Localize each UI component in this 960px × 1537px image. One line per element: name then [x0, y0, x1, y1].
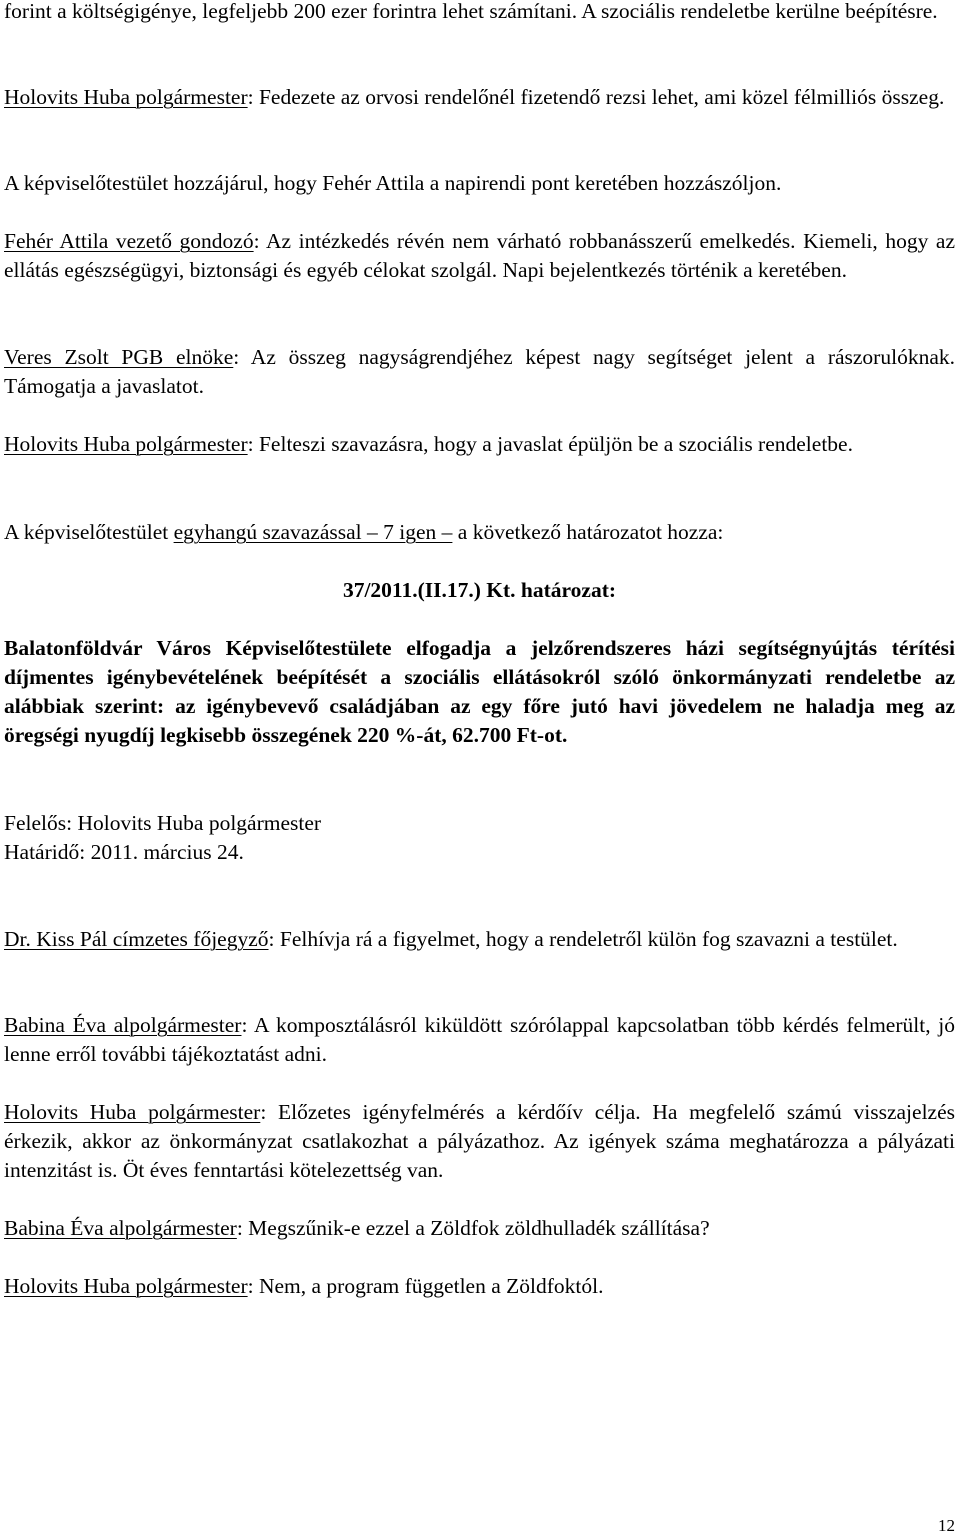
paragraph-vote-result — [4, 518, 955, 547]
resolution-number — [4, 576, 955, 605]
paragraph-babina-eva-compost — [4, 1011, 955, 1069]
paragraph-veres-zsolt — [4, 343, 955, 401]
speaker-name: Holovits Huba polgármester — [4, 1274, 248, 1298]
paragraph-text: : Felteszi szavazásra, hogy a javaslat épüljön be a szociális rendeletbe. — [247, 432, 853, 456]
paragraph-mayor-vote — [4, 430, 955, 459]
page-number: 12 — [938, 1516, 955, 1535]
speaker-name: Fehér Attila vezető gondozó — [4, 229, 254, 253]
speaker-name: Holovits Huba polgármester — [4, 85, 248, 109]
paragraph-text: : Felhívja rá a figyelmet, hogy a rendeletről külön fog szavazni a testület. — [268, 927, 898, 951]
paragraph-text: : Fedezete az orvosi rendelőnél fizetendő rezsi lehet, ami közel félmilliós összeg. — [247, 85, 945, 109]
paragraph-text: : Előzetes igényfelmérés a kérdőív célja. Ha megfelelő számú visszajelzés érkezik, akkor az önkormányzat csatlakozhat a pályázathoz. Az igények száma meghatározza a pályázati intenzitást is. Öt éves fenntartási kötelezettség van. — [4, 1100, 955, 1182]
paragraph-mayor-funding — [4, 83, 955, 112]
speaker-name: Dr. Kiss Pál címzetes főjegyző — [4, 927, 269, 951]
resolution-body: Balatonföldvár Város Képviselőtestülete elfogadja a jelzőrendszeres házi segítségnyújtás térítési díjmentes igénybevételének beépítését a szociális ellátásokról szóló önkormányzati rendeletbe az alábbiak szerint: az igénybevevő családjában az egy főre jutó havi jövedelem ne haladja meg az öregségi nyugdíj legkisebb összegének 220 %-át, 62.700 Ft-ot. — [4, 636, 955, 747]
speaker-name: Holovits Huba polgármester — [4, 1100, 261, 1124]
paragraph-text: : Megszűnik-e ezzel a Zöldfok zöldhulladék szállítása? — [236, 1216, 710, 1240]
vote-prefix: A képviselőtestület — [4, 520, 174, 544]
speaker-name: Babina Éva alpolgármester — [4, 1013, 242, 1037]
vote-count: egyhangú szavazással – 7 igen – — [173, 520, 453, 544]
resolution-text — [4, 634, 955, 750]
paragraph-text: A képviselőtestület hozzájárul, hogy Fehér Attila a napirendi pont keretében hozzászóljon. — [4, 171, 782, 195]
vote-suffix: a következő határozatot hozza: — [452, 520, 724, 544]
paragraph-kiss-pal — [4, 925, 955, 954]
paragraph-mayor-survey — [4, 1098, 955, 1185]
paragraph-text: : Az intézkedés révén nem várható robbanásszerű emelkedés. Kiemeli, hogy az ellátás egészségügyi, biztonsági és egyéb célokat szolgál. Napi bejelentkezés történik a keretében. — [4, 229, 955, 282]
paragraph-babina-eva-question — [4, 1214, 955, 1243]
responsible-block — [4, 809, 955, 867]
paragraph-council-consent — [4, 169, 955, 198]
resolution-number-text: 37/2011.(II.17.) Kt. határozat: — [342, 578, 617, 602]
paragraph-text: : A komposztálásról kiküldött szórólappal kapcsolatban több kérdés felmerült, jó lenne erről további tájékoztatást adni. — [4, 1013, 955, 1066]
deadline-line: Határidő: 2011. március 24. — [4, 840, 244, 864]
paragraph-continuation — [4, 0, 955, 26]
responsible-line: Felelős: Holovits Huba polgármester — [4, 811, 322, 835]
paragraph-text: : Nem, a program független a Zöldfoktól. — [247, 1274, 604, 1298]
paragraph-mayor-answer — [4, 1272, 955, 1301]
speaker-name: Veres Zsolt PGB elnöke — [4, 345, 234, 369]
paragraph-text: forint a költségigénye, legfeljebb 200 ezer forintra lehet számítani. A szociális rendeletbe kerülne beépítésre. — [4, 0, 938, 23]
paragraph-text: : Az összeg nagyságrendjéhez képest nagy segítséget jelent a rászorulóknak. Támogatja a javaslatot. — [4, 345, 955, 398]
speaker-name: Holovits Huba polgármester — [4, 432, 248, 456]
speaker-name: Babina Éva alpolgármester — [4, 1216, 237, 1240]
paragraph-feher-attila — [4, 227, 955, 285]
